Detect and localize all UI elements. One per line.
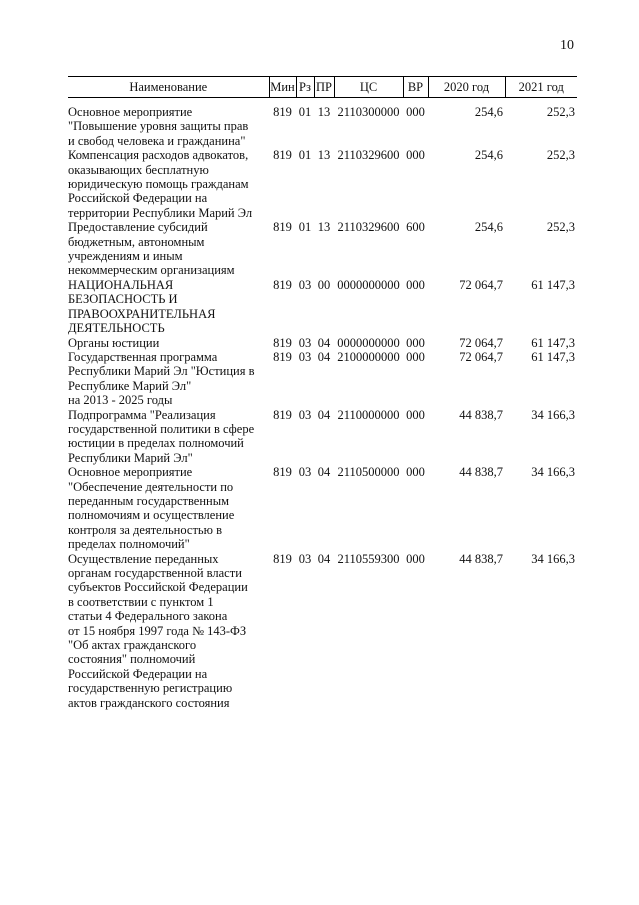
row-name-line: юстиции в пределах полномочий: [68, 436, 244, 451]
cell-pr: 00: [317, 277, 331, 292]
row-name-line: состояния" полномочий: [68, 652, 196, 667]
cell-y2020: 44 838,7: [459, 465, 503, 480]
cell-pr: 13: [317, 148, 331, 163]
cell-vr: 000: [406, 407, 425, 422]
table-header-row: [68, 77, 577, 98]
table-row: [68, 98, 577, 149]
row-name-line: Подпрограмма "Реализация: [68, 407, 216, 422]
table-row: [68, 336, 577, 350]
cell-y2020: 254,6: [474, 148, 503, 163]
table-row: [68, 278, 577, 336]
header-name: Наименование: [68, 77, 269, 98]
cell-y2021: 252,3: [546, 105, 575, 119]
cell-cs: 2110329600: [337, 220, 400, 235]
header-pr: ПР: [314, 77, 334, 98]
cell-min: 819: [273, 465, 292, 480]
row-name-line: "Обеспечение деятельности по: [68, 479, 234, 494]
cell-cs: 2110329600: [337, 148, 400, 163]
table-body: [68, 98, 577, 711]
row-name-line: государственной политики в сфере: [68, 421, 255, 436]
row-name-line: субъектов Российской Федерации: [68, 580, 248, 595]
cell-pr: 04: [317, 551, 331, 566]
cell-min: 819: [273, 277, 292, 292]
row-name-line: ПРАВООХРАНИТЕЛЬНАЯ: [68, 306, 216, 321]
cell-y2021: 61 147,3: [531, 277, 575, 292]
cell-min: 819: [273, 407, 292, 422]
cell-y2020: 254,6: [474, 220, 503, 235]
page-number: 10: [560, 38, 574, 53]
cell-y2021: 34 166,3: [531, 465, 575, 480]
cell-vr: 000: [406, 349, 425, 364]
row-name: [68, 350, 269, 408]
cell-vr: 600: [406, 220, 425, 235]
cell-cs: 2110559300: [337, 551, 400, 566]
cell-pr: 13: [317, 105, 331, 119]
row-name-line: Основное мероприятие: [68, 105, 193, 119]
row-name-line: "Об актах гражданского: [68, 638, 197, 653]
row-name-line: некоммерческим организациям: [68, 263, 235, 278]
cell-rz: 01: [298, 220, 312, 235]
row-name-line: полномочиям и осуществление: [68, 508, 235, 523]
row-name-line: Основное мероприятие: [68, 465, 193, 480]
row-name-line: Российской Федерации на: [68, 666, 208, 681]
header-cs: ЦС: [334, 77, 403, 98]
cell-y2021: 61 147,3: [531, 349, 575, 364]
row-name-line: Органы юстиции: [68, 335, 160, 350]
row-name: [68, 220, 269, 278]
row-name-line: НАЦИОНАЛЬНАЯ: [68, 277, 174, 292]
header-2020: 2020 год: [428, 77, 505, 98]
row-name-line: государственную регистрацию: [68, 681, 233, 696]
cell-y2020: 44 838,7: [459, 551, 503, 566]
cell-y2021: 252,3: [546, 148, 575, 163]
cell-vr: 000: [406, 335, 425, 350]
cell-rz: 03: [298, 335, 312, 350]
cell-y2020: 44 838,7: [459, 407, 503, 422]
row-name-line: Республике Марий Эл": [68, 378, 192, 393]
budget-table: [68, 76, 577, 710]
cell-min: 819: [273, 349, 292, 364]
row-name-line: органам государственной власти: [68, 566, 242, 580]
row-name-line: Предоставление субсидий: [68, 220, 208, 235]
row-name-line: контроля за деятельностью в: [68, 522, 222, 537]
cell-pr: 04: [317, 407, 331, 422]
row-name-line: юридическую помощь гражданам: [68, 177, 249, 192]
cell-vr: 000: [406, 551, 425, 566]
row-name-line: Государственная программа: [68, 349, 218, 364]
header-rz: Рз: [296, 77, 314, 98]
row-name-line: от 15 ноября 1997 года № 143-ФЗ: [68, 623, 247, 638]
cell-rz: 03: [298, 349, 312, 364]
header-vr: ВР: [403, 77, 428, 98]
cell-y2020: 72 064,7: [459, 349, 503, 364]
row-name-line: Компенсация расходов адвокатов,: [68, 148, 249, 163]
table-row: [68, 220, 577, 278]
row-name: [68, 98, 269, 149]
cell-cs: 2110500000: [337, 465, 400, 480]
row-name-line: Республики Марий Эл "Юстиция в: [68, 364, 255, 379]
row-name-line: оказывающих бесплатную: [68, 162, 209, 177]
cell-rz: 03: [298, 551, 312, 566]
row-name: [68, 148, 269, 220]
cell-y2020: 72 064,7: [459, 335, 503, 350]
cell-pr: 13: [317, 220, 331, 235]
cell-y2020: 72 064,7: [459, 277, 503, 292]
cell-cs: 2110300000: [337, 105, 400, 119]
cell-vr: 000: [406, 465, 425, 480]
header-2021: 2021 год: [505, 77, 577, 98]
cell-y2021: 252,3: [546, 220, 575, 235]
cell-y2021: 34 166,3: [531, 551, 575, 566]
row-name-line: Осуществление переданных: [68, 551, 219, 566]
table-row: [68, 350, 577, 408]
cell-rz: 03: [298, 407, 312, 422]
cell-y2021: 61 147,3: [531, 335, 575, 350]
cell-vr: 000: [406, 105, 425, 119]
cell-min: 819: [273, 105, 292, 119]
row-name: [68, 552, 269, 710]
row-name-line: бюджетным, автономным: [68, 234, 205, 249]
cell-min: 819: [273, 148, 292, 163]
cell-y2020: 254,6: [474, 105, 503, 119]
cell-pr: 04: [317, 465, 331, 480]
cell-vr: 000: [406, 277, 425, 292]
table-row: [68, 408, 577, 466]
row-name-line: территории Республики Марий Эл: [68, 205, 253, 220]
row-name-line: и свобод человека и гражданина": [68, 133, 246, 148]
cell-cs: 2110000000: [337, 407, 400, 422]
row-name-line: ДЕЯТЕЛЬНОСТЬ: [68, 321, 165, 336]
row-name-line: актов гражданского состояния: [68, 695, 230, 710]
row-name: [68, 408, 269, 466]
cell-cs: 0000000000: [337, 277, 400, 292]
row-name-line: переданным государственным: [68, 493, 230, 508]
row-name: [68, 336, 269, 350]
header-min: Мин: [269, 77, 296, 98]
table-row: [68, 465, 577, 551]
row-name: [68, 465, 269, 551]
cell-min: 819: [273, 220, 292, 235]
cell-cs: 0000000000: [337, 335, 400, 350]
cell-min: 819: [273, 551, 292, 566]
row-name-line: учреждениям и иным: [68, 249, 183, 264]
cell-min: 819: [273, 335, 292, 350]
row-name-line: "Повышение уровня защиты прав: [68, 119, 249, 134]
cell-vr: 000: [406, 148, 425, 163]
row-name-line: на 2013 - 2025 годы: [68, 393, 173, 408]
cell-rz: 03: [298, 277, 312, 292]
row-name: [68, 278, 269, 336]
table-row: [68, 552, 577, 710]
row-name-line: статьи 4 Федерального закона: [68, 609, 228, 624]
row-name-line: Республики Марий Эл": [68, 450, 193, 465]
cell-rz: 01: [298, 148, 312, 163]
cell-pr: 04: [317, 349, 331, 364]
cell-pr: 04: [317, 335, 331, 350]
cell-y2021: 34 166,3: [531, 407, 575, 422]
cell-rz: 03: [298, 465, 312, 480]
cell-cs: 2100000000: [337, 349, 400, 364]
cell-rz: 01: [298, 105, 312, 119]
row-name-line: пределах полномочий": [68, 537, 190, 552]
row-name-line: БЕЗОПАСНОСТЬ И: [68, 292, 178, 307]
row-name-line: в соответствии с пунктом 1: [68, 594, 214, 609]
row-name-line: Российской Федерации на: [68, 191, 208, 206]
table-row: [68, 148, 577, 220]
